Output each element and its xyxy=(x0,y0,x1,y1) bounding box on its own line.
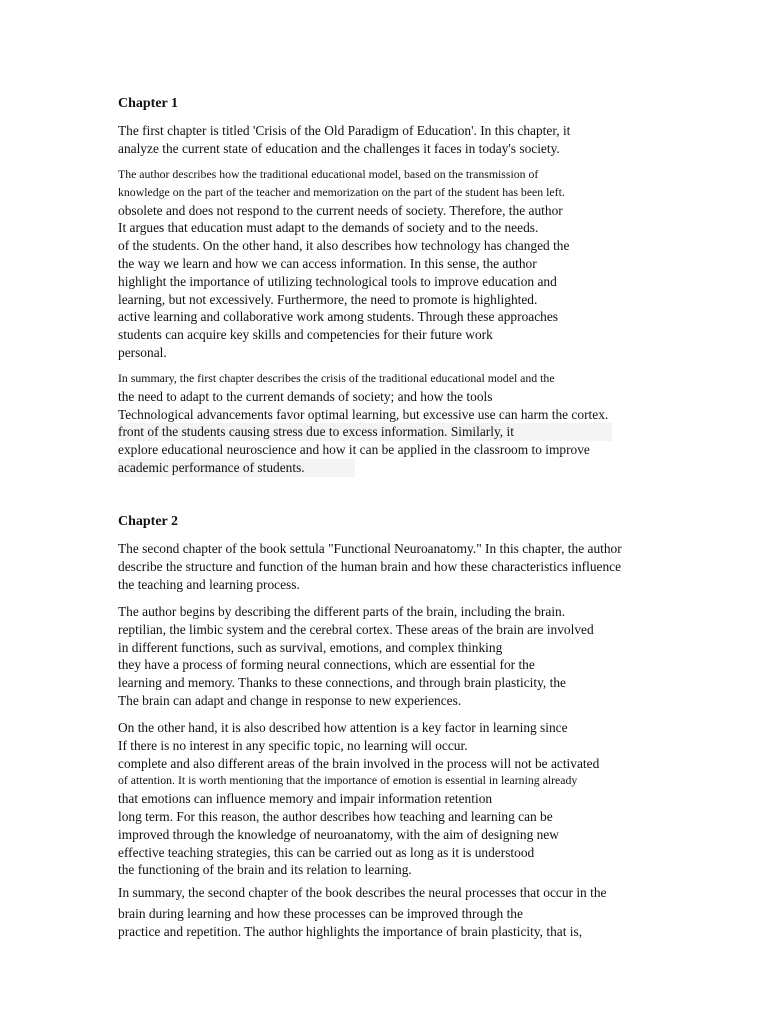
text-line: In summary, the first chapter describes the crisis of the traditional educational model and the xyxy=(118,371,555,385)
text-line: personal. xyxy=(118,344,167,360)
text-line: active learning and collaborative work among students. Through these approaches xyxy=(118,309,559,325)
text-line: highlight the importance of utilizing technological tools to improve education and xyxy=(118,273,557,289)
text-line: In summary, the second chapter of the book describes the neural processes that occur in the xyxy=(118,885,607,900)
text-line: practice and repetition. The author highlights the importance of brain plasticity, that is, xyxy=(118,923,583,939)
chapter-1-paragraph-3 xyxy=(118,370,758,477)
text-line: they have a process of forming neural connections, which are essential for the xyxy=(118,657,535,673)
text-line: front of the students causing stress due to excess information. Similarly, it xyxy=(118,423,612,441)
text-line: The brain can adapt and change in response to new experiences. xyxy=(118,692,462,708)
text-line: the functioning of the brain and its relation to learning. xyxy=(118,862,412,878)
chapter-1-heading: Chapter 1 xyxy=(118,96,179,111)
text-line: analyze the current state of education and the challenges it faces in today's society. xyxy=(118,140,560,156)
text-line: learning, but not excessively. Furthermore, the need to promote is highlighted. xyxy=(118,291,538,307)
text-line: long term. For this reason, the author describes how teaching and learning can be xyxy=(118,808,553,824)
text-line: It argues that education must adapt to the demands of society and to the needs. xyxy=(118,220,539,236)
text-line: If there is no interest in any specific topic, no learning will occur. xyxy=(118,737,468,753)
chapter-2-paragraph-2 xyxy=(118,603,758,710)
text-line: The first chapter is titled 'Crisis of the Old Paradigm of Education'. In this chapter, it xyxy=(118,123,571,138)
text-line: On the other hand, it is also described how attention is a key factor in learning since xyxy=(118,720,568,735)
text-line: effective teaching strategies, this can be carried out as long as it is understood xyxy=(118,844,535,860)
chapter-2-paragraph-3 xyxy=(118,719,758,879)
text-line: the way we learn and how we can access information. In this sense, the author xyxy=(118,255,537,271)
text-line: of attention. It is worth mentioning that the importance of emotion is essential in learning already xyxy=(118,773,578,788)
chapter-1-paragraph-2 xyxy=(118,166,758,362)
text-line: the teaching and learning process. xyxy=(118,576,300,592)
text-line: of the students. On the other hand, it also describes how technology has changed the xyxy=(118,238,570,254)
text-line: academic performance of students. xyxy=(118,459,355,477)
text-line: knowledge on the part of the teacher and memorization on the part of the student has been left. xyxy=(118,184,565,199)
text-line: that emotions can influence memory and impair information retention xyxy=(118,791,493,807)
text-line: reptilian, the limbic system and the cerebral cortex. These areas of the brain are involved xyxy=(118,621,594,637)
chapter-2-heading: Chapter 2 xyxy=(118,514,179,529)
text-line: in different functions, such as survival, emotions, and complex thinking xyxy=(118,639,503,655)
chapter-1-paragraph-1 xyxy=(118,122,758,158)
text-line: students can acquire key skills and competencies for their future work xyxy=(118,327,493,343)
text-line: complete and also different areas of the brain involved in the process will not be activated xyxy=(118,755,600,771)
text-line: The author begins by describing the different parts of the brain, including the brain. xyxy=(118,604,566,619)
text-line: improved through the knowledge of neuroanatomy, with the aim of designing new xyxy=(118,826,559,842)
text-line: explore educational neuroscience and how it can be applied in the classroom to improve xyxy=(118,442,590,458)
chapter-2-paragraph-1 xyxy=(118,540,758,593)
text-line: obsolete and does not respond to the current needs of society. Therefore, the author xyxy=(118,202,563,218)
text-line: the need to adapt to the current demands of society; and how the tools xyxy=(118,388,493,404)
text-line: describe the structure and function of the human brain and how these characteristics influence xyxy=(118,558,622,574)
text-line: brain during learning and how these processes can be improved through the xyxy=(118,905,523,921)
text-line: learning and memory. Thanks to these connections, and through brain plasticity, the xyxy=(118,675,566,691)
text-line: The second chapter of the book settula "Functional Neuroanatomy." In this chapter, the author xyxy=(118,541,622,556)
text-line: Technological advancements favor optimal learning, but excessive use can harm the cortex. xyxy=(118,406,609,422)
text-line: The author describes how the traditional educational model, based on the transmission of xyxy=(118,167,539,181)
chapter-2-paragraph-4 xyxy=(118,884,758,940)
